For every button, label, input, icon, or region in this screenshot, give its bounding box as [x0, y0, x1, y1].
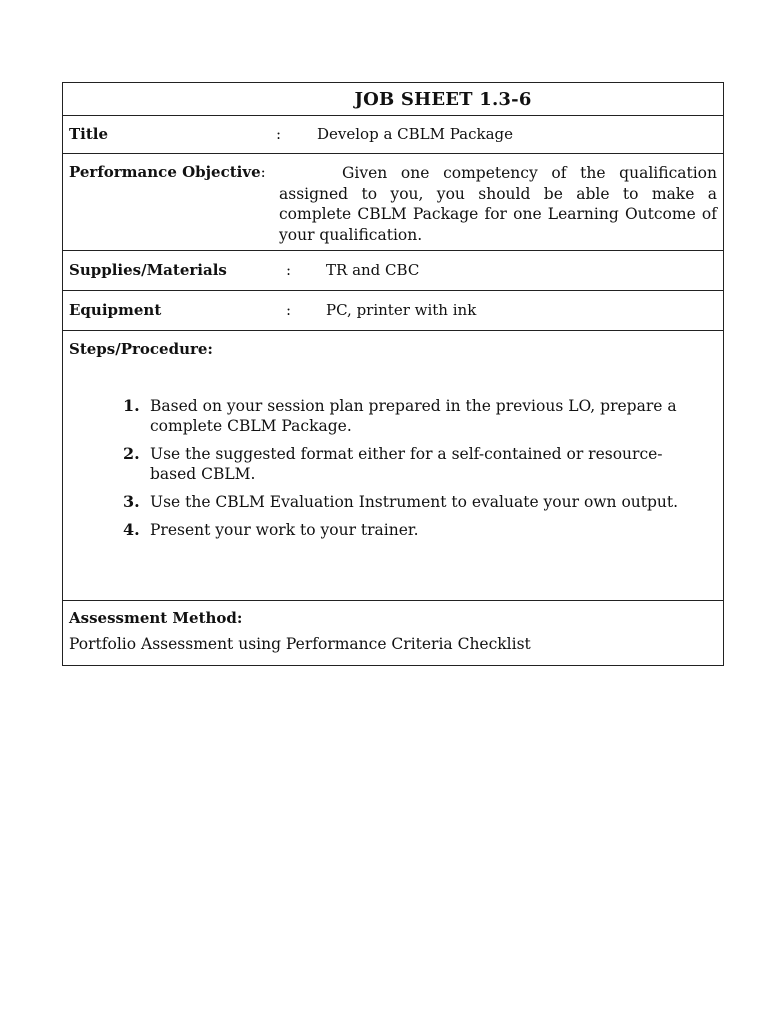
supplies-colon: : — [286, 261, 292, 279]
title-colon: : — [276, 125, 282, 143]
steps-list — [119, 396, 679, 548]
performance-objective-text: Given one competency of the qualification assigned to you, you should be able to make a complete CBLM Package for one Learning Outcome of your qualification. — [279, 164, 717, 244]
supplies-value: TR and CBC — [326, 261, 420, 279]
step-text: Use the suggested format either for a self-contained or resource-based CBLM. — [150, 445, 663, 483]
step-item — [119, 492, 679, 512]
title-row — [63, 116, 723, 154]
equipment-row — [63, 291, 723, 331]
job-sheet-header — [63, 83, 723, 116]
equipment-colon: : — [286, 301, 292, 319]
assessment-label: Assessment Method: — [69, 609, 243, 627]
step-number: 1. — [123, 396, 140, 415]
equipment-label: Equipment — [69, 301, 162, 319]
step-number: 4. — [123, 520, 140, 539]
title-value: Develop a CBLM Package — [317, 125, 514, 143]
job-sheet-table — [62, 82, 724, 666]
supplies-row — [63, 251, 723, 291]
step-item — [119, 444, 679, 484]
equipment-value: PC, printer with ink — [326, 301, 477, 319]
step-text: Present your work to your trainer. — [150, 521, 419, 539]
steps-label: Steps/Procedure: — [69, 340, 213, 358]
assessment-value: Portfolio Assessment using Performance Criteria Checklist — [69, 635, 531, 653]
step-text: Based on your session plan prepared in the previous LO, prepare a complete CBLM Package. — [150, 397, 677, 435]
job-sheet-title: JOB SHEET 1.3-6 — [354, 88, 532, 110]
step-item — [119, 396, 679, 436]
title-label: Title — [69, 125, 109, 143]
step-number: 3. — [123, 492, 140, 511]
step-item — [119, 520, 679, 540]
performance-objective-label: Performance Objective: — [69, 163, 266, 181]
step-text: Use the CBLM Evaluation Instrument to evaluate your own output. — [150, 493, 679, 511]
steps-row — [63, 331, 723, 601]
supplies-label: Supplies/Materials — [69, 261, 227, 279]
step-number: 2. — [123, 444, 140, 463]
assessment-row — [63, 601, 723, 665]
performance-objective-row — [63, 154, 723, 251]
